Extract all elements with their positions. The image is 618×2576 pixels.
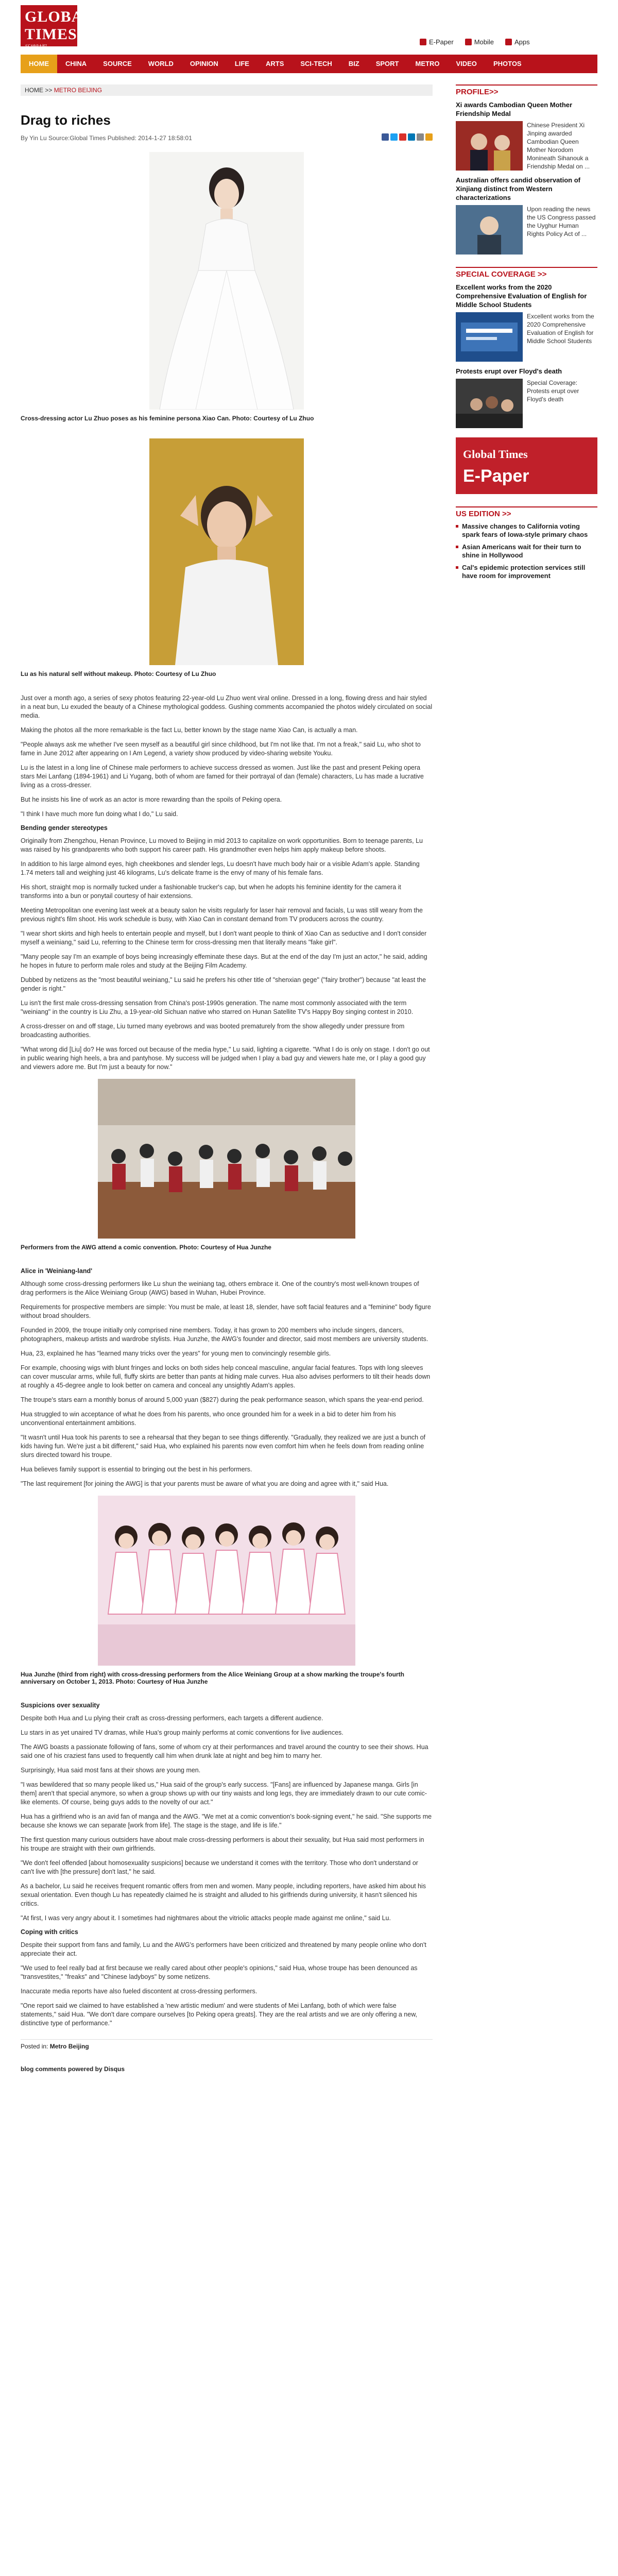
paragraph: Inaccurate media reports have also fueled discontent at cross-dressing performers.: [21, 1988, 258, 1995]
apps-icon: [505, 39, 512, 45]
main-nav: [21, 55, 597, 73]
photo-lu-zhuo-natural: [149, 438, 304, 665]
paragraph: "We don't feel offended [about homosexuality suspicions] because we understand it comes with the territory. Those who don't understand or can't live with [the pressure] don't last," he said.: [21, 1859, 418, 1875]
article-body-1: [21, 694, 433, 819]
nav-arts[interactable]: ARTS: [265, 60, 284, 67]
profile-headline[interactable]: Xi awards Cambodian Queen Mother Friendship Medal: [456, 101, 573, 117]
logo-line1: GLOBAL: [25, 8, 94, 25]
article: [21, 103, 433, 2073]
paragraph: Hua, 23, explained he has "learned many tricks over the years" for young men to convincingly resemble girls.: [21, 1350, 331, 1357]
nav-sport[interactable]: SPORT: [375, 60, 399, 67]
profile-item[interactable]: [456, 121, 597, 171]
paragraph: "The last requirement [for joining the AWG] is that your parents must be aware of what you are doing and agree with it," said Hua.: [21, 1480, 389, 1487]
special-summary-2: Special Coverage: Protests erupt over Floyd's death: [527, 379, 579, 403]
article-body-3: [21, 1280, 433, 1488]
special-item[interactable]: [456, 312, 597, 362]
nav-scitech[interactable]: SCI-TECH: [300, 60, 332, 67]
paragraph: "It wasn't until Hua took his parents to see a rehearsal that they began to see things differently. "Gradually, they realized we are just a bunch of kids having fun. We're just a bit different," said Hua, who explained his parents now even comfort him when he feels down from reading online slurs directed toward his troupe.: [21, 1434, 426, 1459]
apps-link[interactable]: Apps: [505, 38, 530, 46]
special-headline[interactable]: Excellent works from the 2020 Comprehensive Evaluation of English for Middle School Students: [456, 283, 587, 309]
paragraph: Despite their support from fans and family, Lu and the AWG's performers have been criticized and threatened by many people online who don't appreciate their act.: [21, 1941, 426, 1957]
paragraph: Hua believes family support is essential to bringing out the best in his performers.: [21, 1466, 252, 1473]
special-thumbnail-2: [456, 379, 523, 428]
profile-section-title[interactable]: PROFILE>>: [456, 84, 597, 96]
article-byline: [21, 134, 433, 142]
paragraph: In addition to his large almond eyes, high cheekbones and slender legs, Lu doesn't have much body hair or a visible Adam's apple. Standing 1.74 meters tall and weighing just 46 kilograms, Lu's delicate frame is the envy of many of his female fans.: [21, 860, 420, 876]
nav-source[interactable]: SOURCE: [103, 60, 132, 67]
nav-video[interactable]: VIDEO: [456, 60, 477, 67]
profile-item-2[interactable]: [456, 205, 597, 255]
nav-life[interactable]: LIFE: [234, 60, 249, 67]
twitter-share-icon[interactable]: [390, 133, 398, 141]
breadcrumb-section[interactable]: METRO BEIJING: [54, 87, 102, 94]
paragraph: Just over a month ago, a series of sexy photos featuring 22-year-old Lu Zhuo went viral online. Dressed in a long, flowing dress and hair styled in a neat bun, Lu exuded the beauty of a Chinese mythological goddess. Gushing comments accompanied the photos widely circulated on social media.: [21, 694, 433, 719]
subhead-suspicions: Suspicions over sexuality: [21, 1702, 100, 1709]
breadcrumb-home[interactable]: HOME: [25, 87, 43, 94]
linkedin-share-icon[interactable]: [408, 133, 415, 141]
sidebar: [456, 84, 597, 584]
mobile-link[interactable]: Mobile: [465, 38, 494, 46]
paragraph: Lu isn't the first male cross-dressing sensation from China's post-1990s generation. The name most commonly associated with the term "weiniang" in the country is Liu Zhu, a 19-year-old Sichuan native who starred on Hunan Satellite TV's Happy Boy singing contest in 2010.: [21, 999, 414, 1015]
nav-metro[interactable]: METRO: [415, 60, 440, 67]
paragraph: But he insists his line of work as an actor is more rewarding than the spoils of Peking opera.: [21, 796, 282, 803]
paragraph: Requirements for prospective members are simple: You must be male, at least 18, slender, have soft facial features and a "feminine" body figure without broad shoulders.: [21, 1303, 431, 1319]
profile-headline-2[interactable]: Australian offers candid observation of Xinjiang distinct from Western characterizations: [456, 176, 580, 201]
paragraph: "People always ask me whether I've seen myself as a beautiful girl since childhood, but I'm not like that. I'm not a freak," said Lu, who shot to fame in June 2012 after appearing on I Am Legend, a variety show produced by video-sharing website Youku.: [21, 741, 421, 757]
logo-sub: 环球时报: [25, 44, 47, 50]
caption-4: Hua Junzhe (third from right) with cross-dressing performers from the Alice Weiniang Group at a show marking the troupe's fourth anniversary on October 1, 2013. Photo: Courtesy of Hua Junzhe: [21, 1671, 404, 1685]
nav-opinion[interactable]: OPINION: [190, 60, 218, 67]
logo-line2: TIMES: [25, 26, 77, 43]
us-edition-item[interactable]: Asian Americans wait for their turn to shine in Hollywood: [456, 543, 597, 560]
comments-link[interactable]: blog comments powered by Disqus: [21, 2065, 125, 2073]
us-edition-item[interactable]: Cal's epidemic protection services still have room for improvement: [456, 564, 597, 580]
article-body-2: [21, 837, 433, 1072]
special-summary: Excellent works from the 2020 Comprehensive Evaluation of English for Middle School Students: [527, 313, 594, 345]
article-body-5: [21, 1941, 433, 2028]
paragraph: A cross-dresser on and off stage, Liu turned many eyebrows and was booted prematurely from the show allegedly under pressure from broadcasting authorities.: [21, 1023, 405, 1039]
site-logo[interactable]: [21, 5, 94, 50]
special-headline-2[interactable]: Protests erupt over Floyd's death: [456, 367, 562, 375]
email-share-icon[interactable]: [417, 133, 424, 141]
paragraph: The troupe's stars earn a monthly bonus of around 5,000 yuan ($827) during the peak performance season, which spans the year-end period.: [21, 1396, 424, 1403]
paragraph: "Many people say I'm an example of boys being increasingly effeminate these days. But at the end of the day I'm just an actor," he said, adding he hopes in future to perform male roles and study at the Beijing Film Academy.: [21, 953, 427, 969]
phone-icon: [465, 39, 472, 45]
paragraph: Originally from Zhengzhou, Henan Province, Lu moved to Beijing in mid 2013 to capitalize on work opportunities. Born to teenage parents, Lu was raised by his grandparents who both support his career path. His grandmother even helps him apply makeup before shoots.: [21, 837, 423, 853]
caption-1: Cross-dressing actor Lu Zhuo poses as his feminine persona Xiao Can. Photo: Courtesy of Lu Zhuo: [21, 415, 314, 422]
posted-label: Posted in:: [21, 2043, 48, 2050]
paragraph: "I wear short skirts and high heels to entertain people and myself, but I don't want people to think of Xiao Can as seductive and I don't consider myself a weiniang," said Lu, referring to the Chinese term for cross-dressing men that literally means "fake girl".: [21, 930, 427, 946]
epaper-link[interactable]: E-Paper: [420, 38, 454, 46]
caption-2: Lu as his natural self without makeup. Photo: Courtesy of Lu Zhuo: [21, 670, 216, 677]
special-thumbnail: [456, 312, 523, 362]
paragraph: "At first, I was very angry about it. I sometimes had nightmares about the vitriolic attacks people made against me online," said Lu.: [21, 1914, 391, 1922]
us-edition-title[interactable]: US EDITION >>: [456, 506, 597, 518]
photo-awg-convention: [98, 1079, 355, 1239]
breadcrumb: [21, 84, 433, 96]
us-edition-item[interactable]: Massive changes to California voting spark fears of Iowa-style primary chaos: [456, 522, 597, 539]
paragraph: Meeting Metropolitan one evening last week at a beauty salon he visits regularly for laser hair removal and facials, Lu was still weary from the previous night's film shoot. His work schedule is busy, with Xiao Can in constant demand from TV producers across the country.: [21, 907, 423, 923]
nav-photos[interactable]: PHOTOS: [493, 60, 522, 67]
posted-in: [21, 2043, 433, 2050]
profile-thumbnail-2: [456, 205, 523, 255]
special-item-2[interactable]: [456, 379, 597, 428]
paragraph: Dubbed by netizens as the "most beautiful weiniang," Lu said he prefers his other title of "shenxian gege" ("fairy brother") because "at least the gender is right.": [21, 976, 426, 992]
newspaper-icon: [420, 39, 426, 45]
breadcrumb-sep: >>: [45, 87, 53, 94]
profile-summary: Chinese President Xi Jinping awarded Cambodian Queen Mother Norodom Monineath Sihanouk a Friendship Medal on ...: [527, 122, 590, 170]
paragraph: "We used to feel really bad at first because we really cared about other people's opinions," said Hua, whose troupe has been denounced as "transvestites," "freaks" and "Chinese ladyboys" by some netizens.: [21, 1964, 418, 1980]
photo-lu-zhuo-dress: [149, 152, 304, 410]
paragraph: Despite both Hua and Lu plying their craft as cross-dressing performers, each targets a different audience.: [21, 1715, 323, 1722]
special-section-title[interactable]: SPECIAL COVERAGE >>: [456, 267, 597, 279]
profile-thumbnail: [456, 121, 523, 171]
epaper-ad[interactable]: [456, 437, 597, 494]
posted-section-link[interactable]: Metro Beijing: [49, 2043, 89, 2050]
site-header: [0, 0, 618, 52]
paragraph: The first question many curious outsiders have about male cross-dressing performers is about their sexuality, but Hua said most performers in his troupe are straight with their own girlfriends.: [21, 1836, 424, 1852]
caption-3: Performers from the AWG attend a comic convention. Photo: Courtesy of Hua Junzhe: [21, 1244, 271, 1251]
subhead-critics: Coping with critics: [21, 1928, 78, 1936]
paragraph: Hua has a girlfriend who is an avid fan of manga and the AWG. "We met at a comic convention's book-signing event," he said. "She supports me because she knows we can separate [work from life]. The stage is the stage, and life is life.": [21, 1813, 432, 1829]
paragraph: The AWG boasts a passionate following of fans, some of whom cry at their performances and travel around the country to see their shows. Hua said one of his craziest fans used to frequently call him when drunk late at night and beg him to marry her.: [21, 1743, 428, 1759]
paragraph: As a bachelor, Lu said he receives frequent romantic offers from men and women. Many people, including reporters, have asked him about his sexual orientation. Even though Lu has repeatedly claimed he is straight and alluded to his girlfriends during university, it hasn't silenced his critics.: [21, 1883, 426, 1907]
divider: [21, 2039, 433, 2040]
share-bar: [382, 133, 433, 141]
paragraph: Surprisingly, Hua said most fans at their shows are young men.: [21, 1767, 201, 1774]
paragraph: "I was bewildered that so many people liked us," Hua said of the group's early success. "[Fans] are influenced by Japanese manga. Girls [in them] aren't that special anymore, so when a group shows up with our tiny waists and long legs, they are immediately drawn to our cute comic-like elements. Of course, being guys adds to the novelty of our act.": [21, 1781, 427, 1806]
paragraph: "I think I have much more fun doing what I do," Lu said.: [21, 810, 178, 818]
article-title: Drag to riches: [21, 112, 111, 128]
paragraph: Although some cross-dressing performers like Lu shun the weiniang tag, others embrace it. One of the country's most well-known troupes of drag performers is the Alice Weiniang Group (AWG) based in Wuhan, Hubei Province.: [21, 1280, 419, 1296]
nav-china[interactable]: CHINA: [65, 60, 87, 67]
facebook-share-icon[interactable]: [382, 133, 389, 141]
paragraph: "What wrong did [Liu] do? He was forced out because of the media hype," Lu said, lighting a cigarette. "What I do is only on stage. I don't go out in public wearing high heels, a bra and pantyhose. My success will be judged when I play a bad guy and viewers hate me, or I play a good guy and viewers adore me. But I'm just a beauty for now.": [21, 1046, 430, 1071]
paragraph: Lu is the latest in a long line of Chinese male performers to achieve success dressed as women. Just like the past and present Peking opera stars Mei Lanfang (1894-1961) and Li Yugang, both of whom are famed for their portrayal of dan (female) characters, Lu has made a lucrative living as a cross-dresser.: [21, 764, 424, 789]
ad-line2: E-Paper: [463, 466, 529, 486]
profile-summary-2: Upon reading the news the US Congress passed the Uyghur Human Rights Policy Act of ...: [527, 206, 596, 238]
nav-world[interactable]: WORLD: [148, 60, 174, 67]
paragraph: Making the photos all the more remarkable is the fact Lu, better known by the stage name Xiao Can, is actually a man.: [21, 726, 358, 734]
subhead-gender: Bending gender stereotypes: [21, 824, 108, 832]
ad-line1: Global Times: [463, 448, 528, 461]
paragraph: "One report said we claimed to have established a 'new artistic medium' and were students of Mei Lanfang, both of which were false statements," said Hua. "We don't dare compare ourselves [to Peking opera greats]. They are the real artists and we are only offering a new, distinctive type of performance.": [21, 2002, 418, 2027]
us-edition-list: [456, 522, 597, 580]
paragraph: For example, choosing wigs with blunt fringes and locks on both sides help conceal masculine, angular facial features. Tops with long sleeves can cover muscular arms, while full, fluffy skirts are better than pants at hiding male curves. Hua also advises performers to tilt their heads down at roughly a 45-degree angle to look better on camera and conceal any unsightly Adam's apples.: [21, 1364, 431, 1389]
nav-biz[interactable]: BIZ: [348, 60, 359, 67]
article-body-4: [21, 1714, 433, 1923]
paragraph: Lu stars in as yet unaired TV dramas, while Hua's group mainly performs at comic conventions for live audiences.: [21, 1729, 344, 1736]
paragraph: Founded in 2009, the troupe initially only comprised nine members. Today, it has grown to 200 members who include singers, dancers, photographers, makeup artists and wardrobe stylists. Hua Junzhe, the AWG's founder and director, said most members are university students.: [21, 1327, 428, 1343]
byline-text: By Yin Lu Source:Global Times Published: 2014-1-27 18:58:01: [21, 134, 192, 142]
more-share-icon[interactable]: [425, 133, 433, 141]
paragraph: Hua struggled to win acceptance of what he does from his parents, who once grounded him for a week in a bid to deter him from his unconventional entertainment ambitions.: [21, 1411, 396, 1427]
paragraph: His short, straight mop is normally tucked under a fashionable trucker's cap, but when he adopts his feminine identity for the camera it transforms into a bun or ponytail courtesy of hair extensions.: [21, 884, 401, 900]
subhead-alice: Alice in 'Weiniang-land': [21, 1267, 93, 1275]
photo-awg-anniversary: [98, 1496, 355, 1666]
nav-home[interactable]: HOME: [21, 55, 57, 73]
weibo-share-icon[interactable]: [399, 133, 406, 141]
top-links: [420, 38, 530, 46]
